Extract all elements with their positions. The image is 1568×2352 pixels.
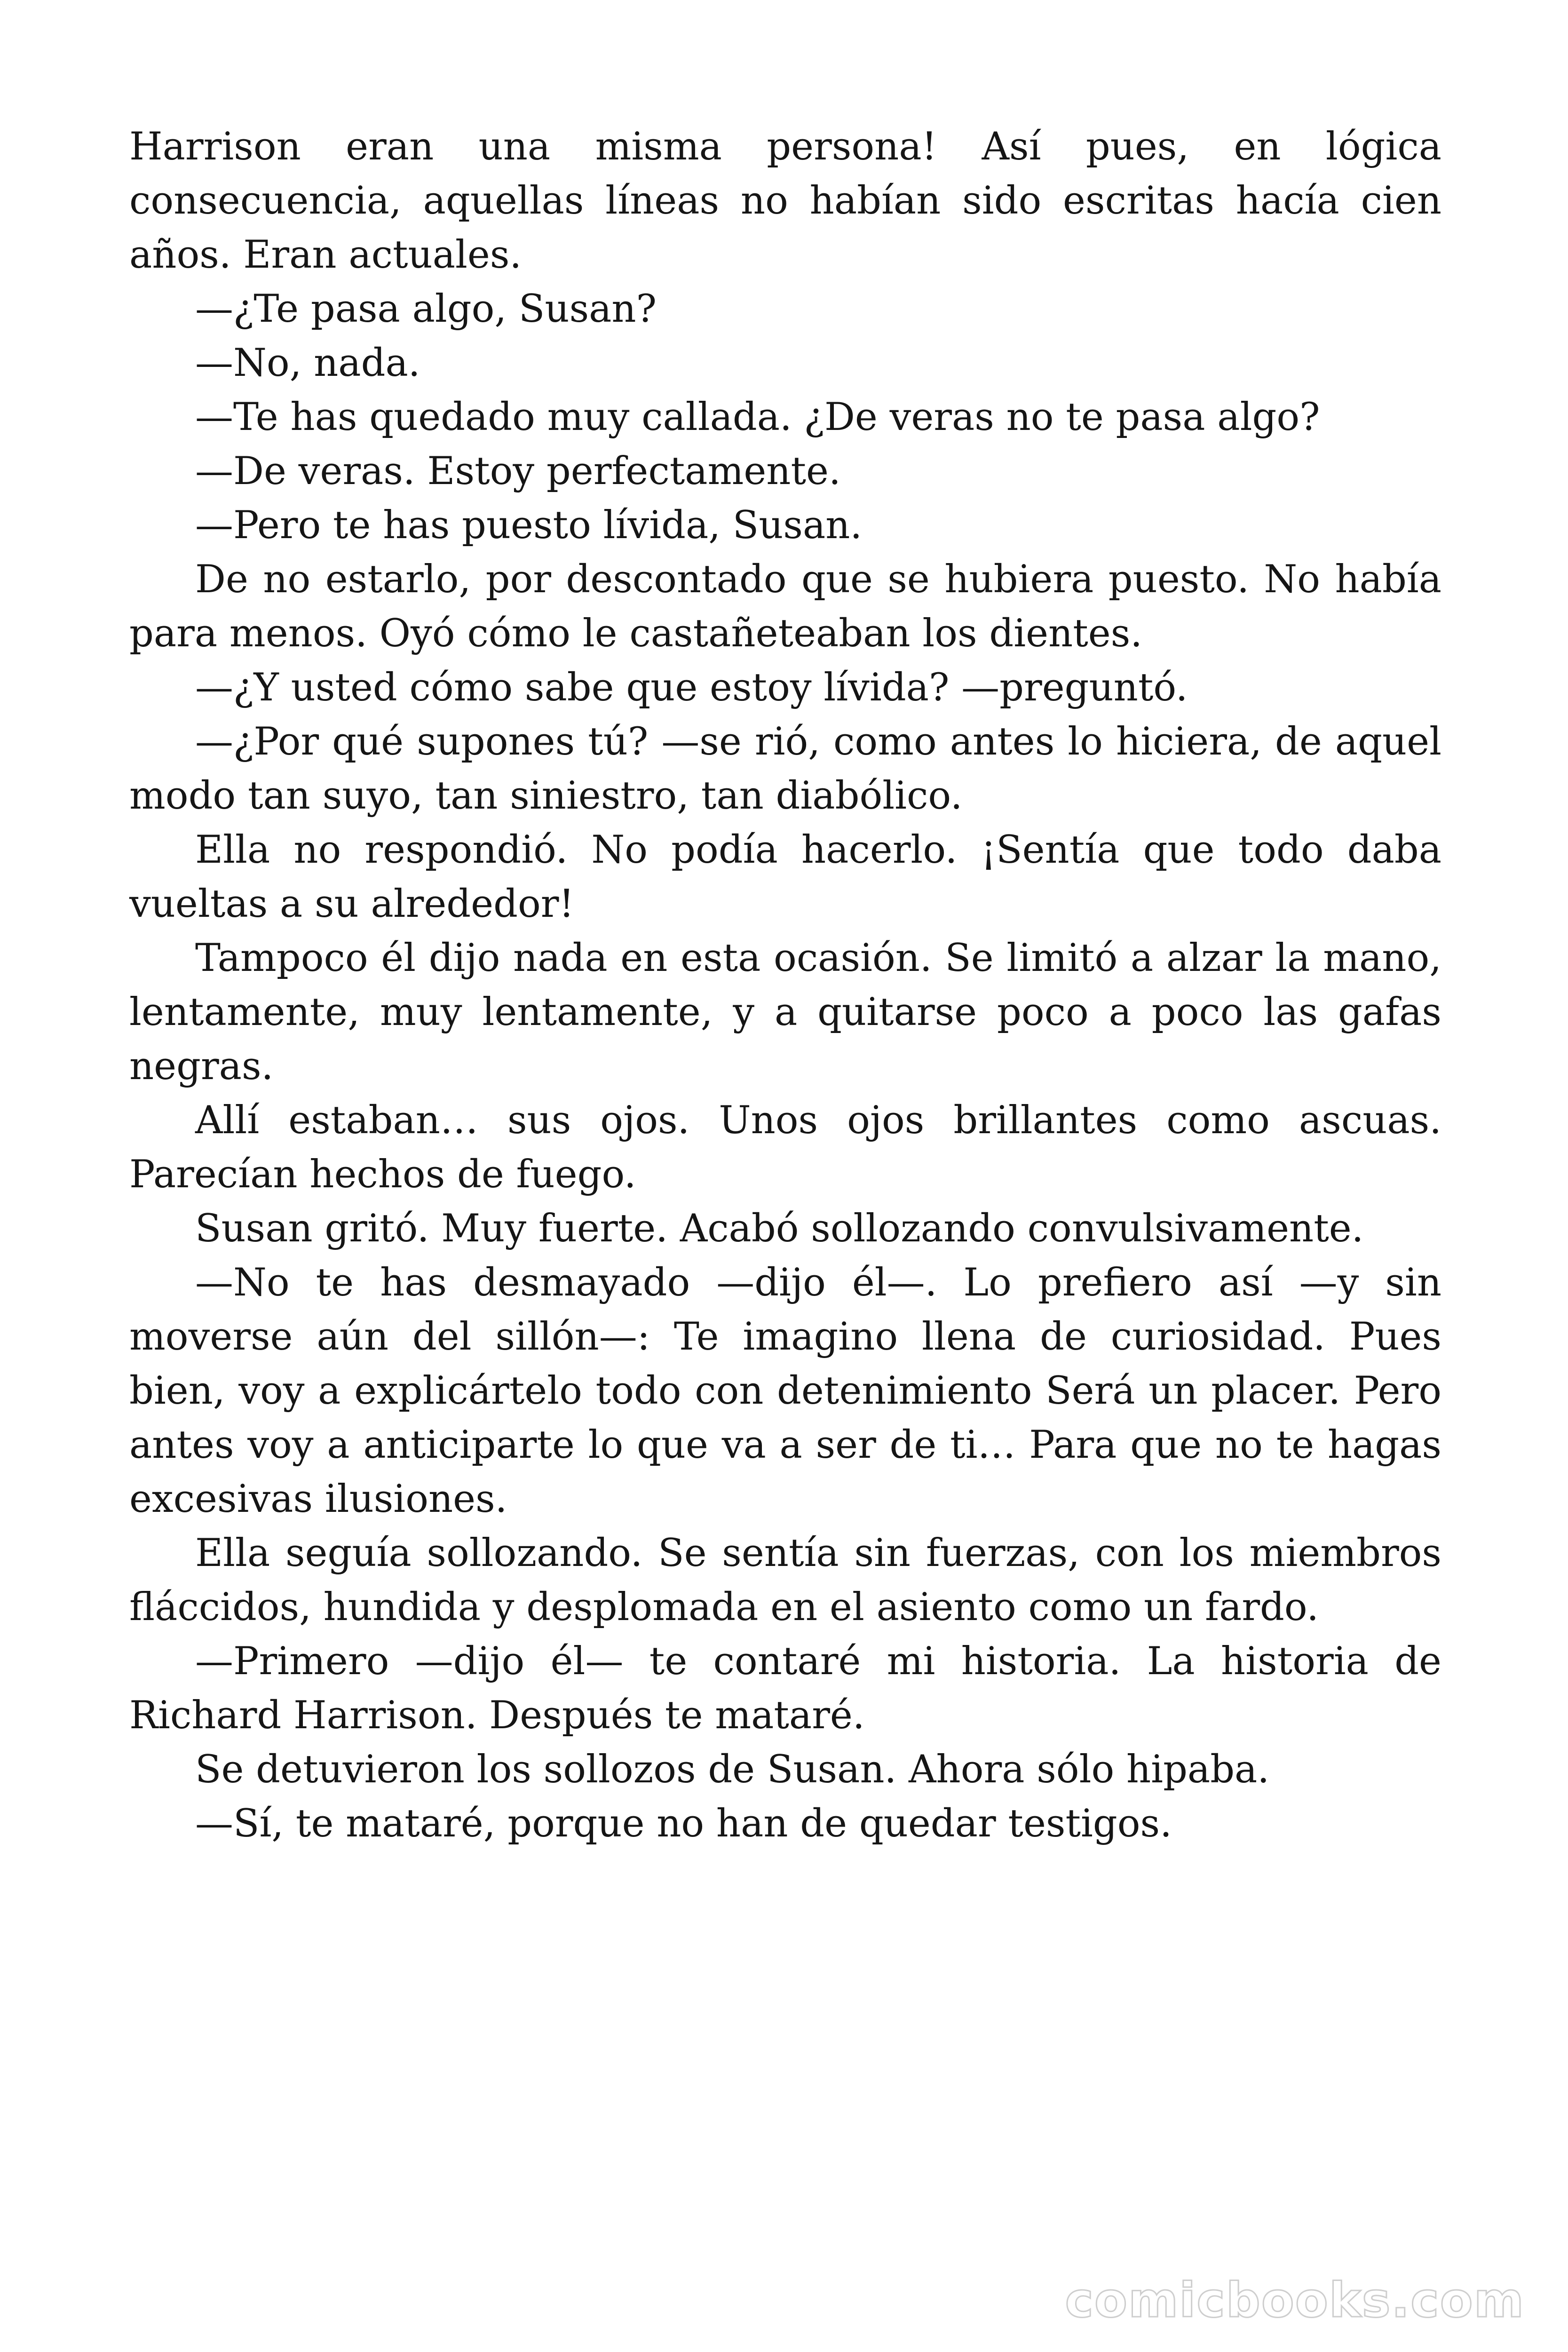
paragraph: —¿Te pasa algo, Susan? bbox=[195, 287, 657, 331]
paragraph: —Pero te has puesto lívida, Susan. bbox=[195, 503, 863, 548]
paragraph: —¿Por qué supones tú? —se rió, como antes lo hiciera, de aquel modo tan suyo, tan siniestro, tan diabólico. bbox=[129, 720, 1441, 818]
paragraph: —¿Y usted cómo sabe que estoy lívida? —preguntó. bbox=[195, 666, 1188, 710]
page-text bbox=[129, 120, 1441, 1851]
paragraph: —Primero —dijo él— te contaré mi historia. La historia de Richard Harrison. Después te mataré. bbox=[129, 1639, 1441, 1738]
paragraph: —Sí, te mataré, porque no han de quedar testigos. bbox=[195, 1802, 1172, 1846]
paragraph: —De veras. Estoy perfectamente. bbox=[195, 449, 841, 493]
watermark: comicbooks.com bbox=[1065, 2273, 1525, 2328]
paragraph: Susan gritó. Muy fuerte. Acabó sollozando convulsivamente. bbox=[195, 1207, 1364, 1251]
paragraph: Ella seguía sollozando. Se sentía sin fuerzas, con los miembros fláccidos, hundida y desplomada en el asiento como un fardo. bbox=[129, 1531, 1441, 1629]
paragraph: —Te has quedado muy callada. ¿De veras no te pasa algo? bbox=[195, 395, 1320, 439]
paragraph: Tampoco él dijo nada en esta ocasión. Se limitó a alzar la mano, lentamente, muy lentamente, y a quitarse poco a poco las gafas negras. bbox=[129, 936, 1441, 1089]
paragraph: De no estarlo, por descontado que se hubiera puesto. No había para menos. Oyó cómo le castañeteaban los dientes. bbox=[129, 557, 1441, 656]
paragraph: Ella no respondió. No podía hacerlo. ¡Sentía que todo daba vueltas a su alrededor! bbox=[129, 828, 1441, 926]
paragraph: —No, nada. bbox=[195, 341, 420, 385]
paragraph: Se detuvieron los sollozos de Susan. Ahora sólo hipaba. bbox=[195, 1748, 1270, 1792]
paragraph: —No te has desmayado —dijo él—. Lo prefiero así —y sin moverse aún del sillón—: Te imagino llena de curiosidad. Pues bien, voy a explicártelo todo con detenimiento Será un placer. Pero antes voy a anticiparte lo que va a ser de ti… Para que no te hagas excesivas ilusiones. bbox=[129, 1261, 1441, 1521]
paragraph: Allí estaban… sus ojos. Unos ojos brillantes como ascuas. Parecían hechos de fuego. bbox=[129, 1098, 1441, 1197]
paragraph: Harrison eran una misma persona! Así pues, en lógica consecuencia, aquellas líneas no habían sido escritas hacía cien años. Eran actuales. bbox=[129, 125, 1441, 277]
